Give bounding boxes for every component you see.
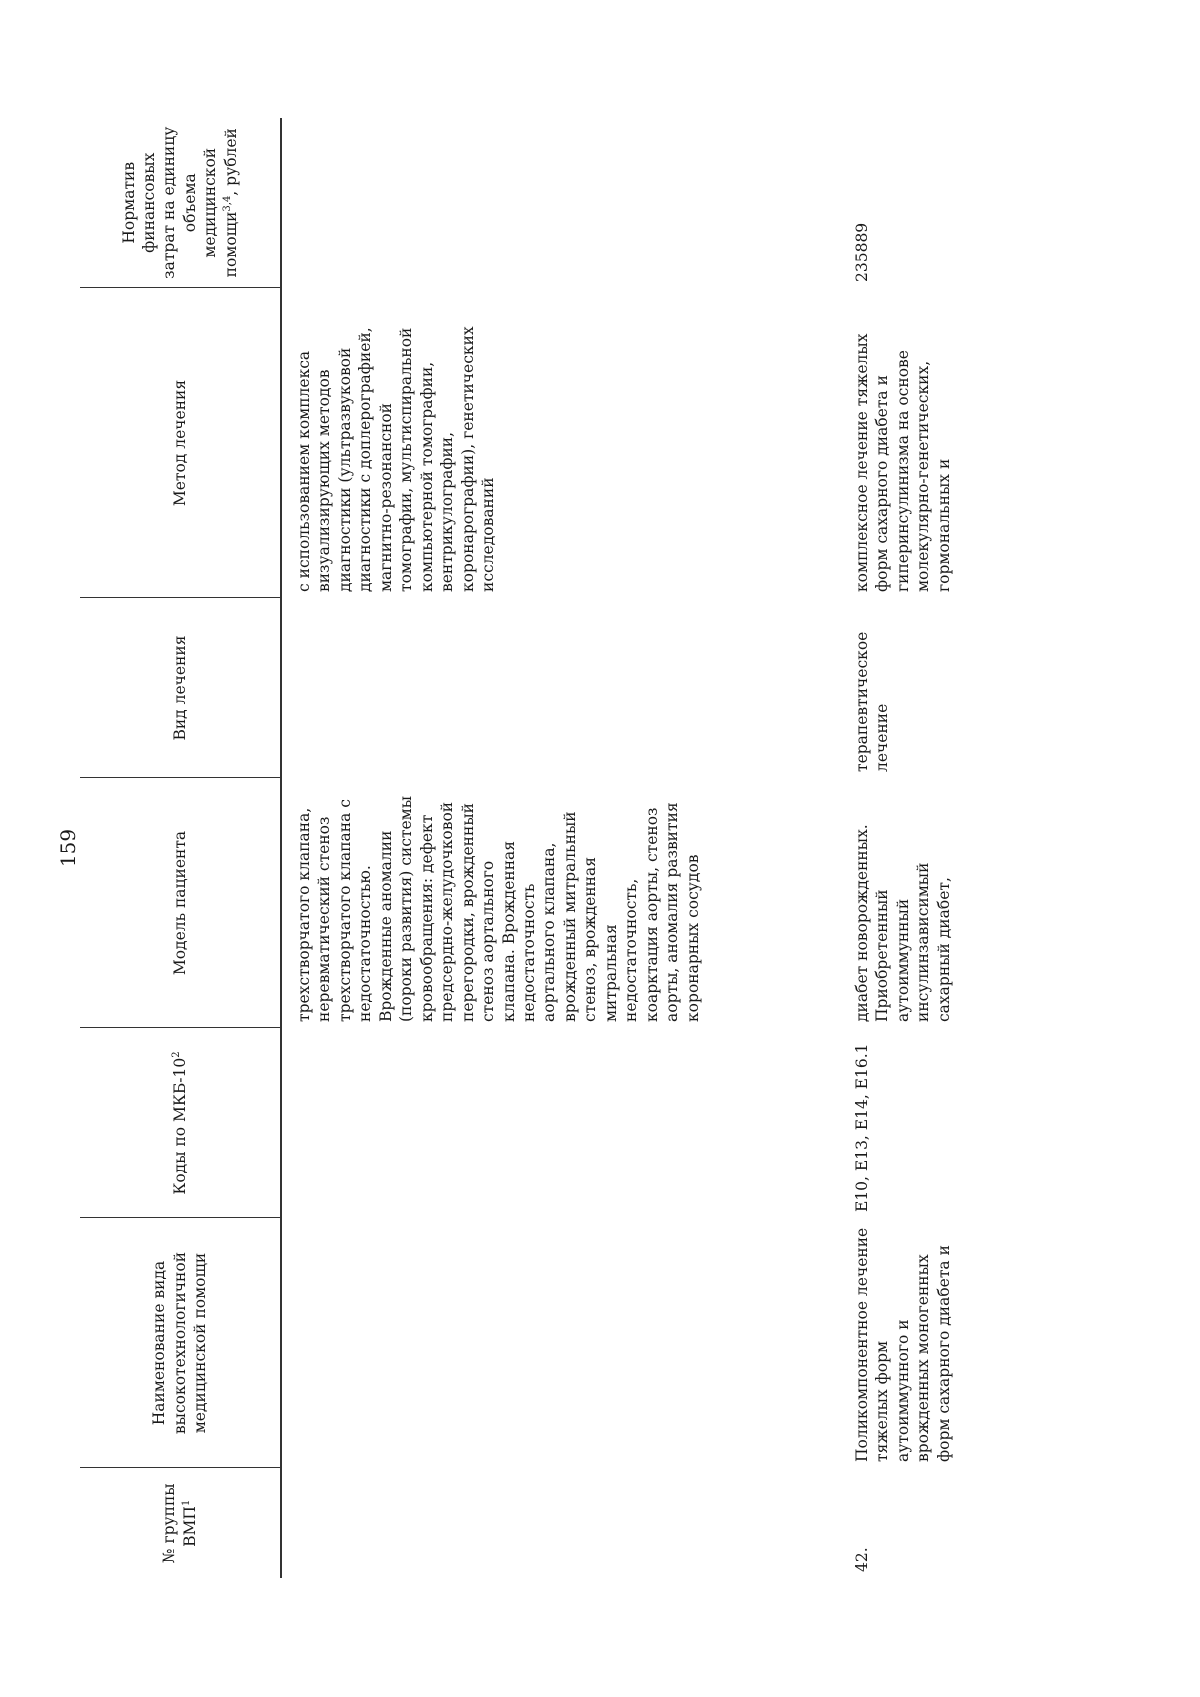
header-codes: Коды по МКБ-$10^2$ [80,1028,281,1218]
table-header-row [80,118,281,1578]
cell-codes [281,1028,818,1218]
table-row [818,118,958,1578]
cell-norm [281,118,818,288]
vmp-table [80,118,958,1578]
rotated-table-container [80,118,1120,1578]
page-number: 159 [56,828,80,868]
header-norm: Норматив финансовых затрат на единицу объема медицинской помощи$^{3,4}$, рублей [80,118,281,288]
header-treatment-method: Метод лечения [80,288,281,598]
header-patient-model: Модель пациента [80,778,281,1028]
cell-group-no: 42. [853,1547,871,1572]
cell-norm: 235889 [853,222,871,282]
cell-treatment-type: терапевтическое лечение [853,631,892,772]
cell-name [281,1218,818,1468]
cell-treatment-method: с использованием комплекса визуализирующих методов диагностики (ультразвуковой диагностики с доплерографией, магнитно-резонансной томографии, мультиспиральной компьютерной томографии, вентрикулографии, коронарографии), генетических исследований [295,326,498,592]
cell-treatment-type [281,598,818,778]
cell-patient-model: трехстворчатого клапана, неревматический стеноз трехстворчатого клапана с недостаточностью. Врожденные аномалии (пороки развития) системы кровообращения: дефект предсердно-желудочковой перегородки, врожденный стеноз аортального клапана. Врожденная недостаточность аортального клапана, врожденный митральный стеноз, врожденная митральная недостаточность, коарктация аорты, стеноз аорты, аномалия развития коронарных сосудов [295,795,702,1022]
cell-patient-model: диабет новорожденных. Приобретенный аутоиммунный инсулинзависимый сахарный диабет, [853,824,953,1022]
header-name: Наименование вида высокотехнологичной медицинской помощи [80,1218,281,1468]
table-row [281,118,818,1578]
cell-group-no [281,1468,818,1578]
header-treatment-type: Вид лечения [80,598,281,778]
cell-name: Поликомпонентное лечение тяжелых форм аутоиммунного и врожденных моногенных форм сахарного диабета и [853,1227,953,1462]
header-group-no: № группы ВМП$^1$ [80,1468,281,1578]
cell-codes: E10, E13, E14, E16.1 [853,1043,871,1212]
cell-treatment-method: комплексное лечение тяжелых форм сахарного диабета и гиперинсулинизма на основе молекулярно-генетических, гормональных и [853,333,953,592]
